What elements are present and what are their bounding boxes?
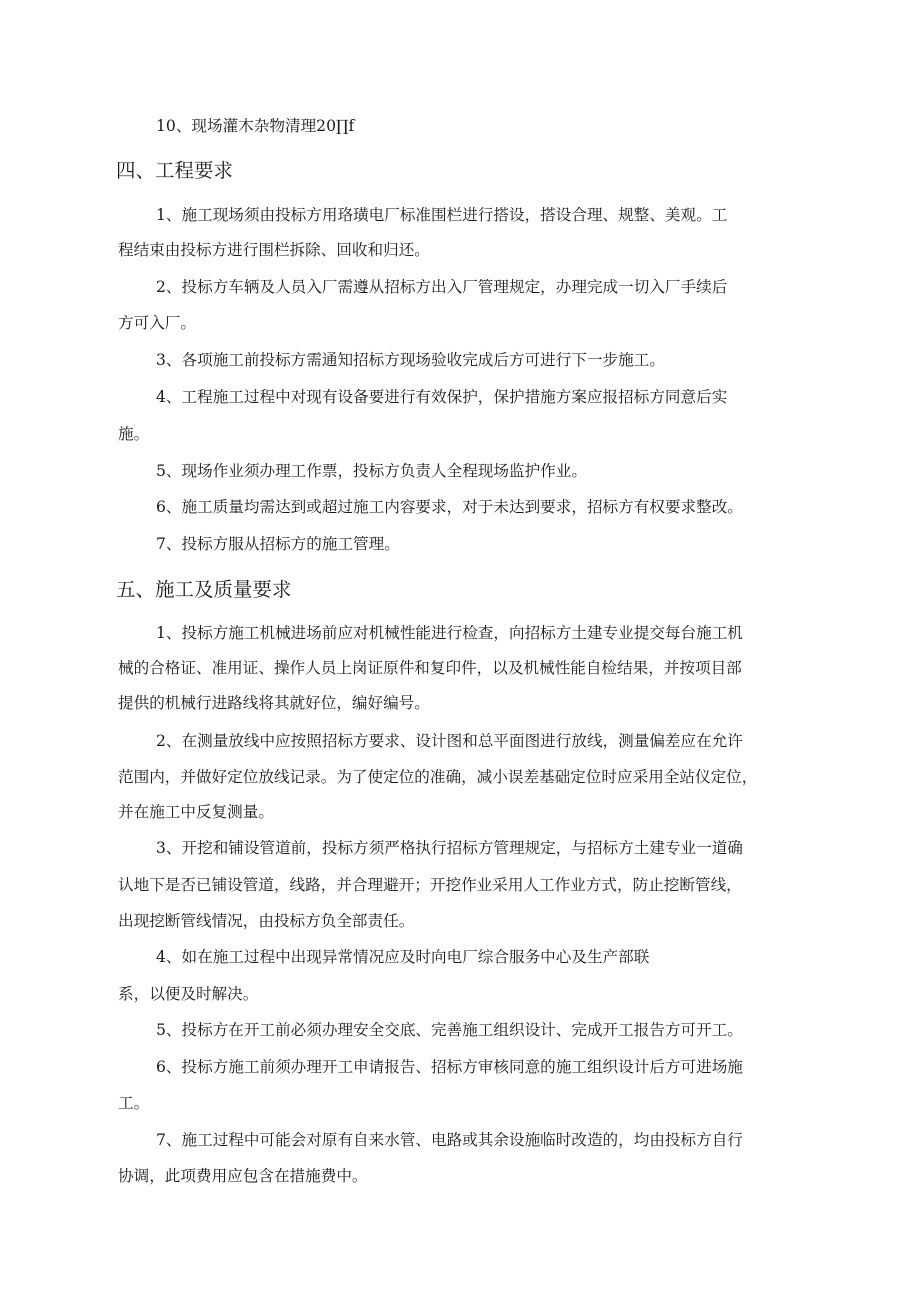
section-4-item-7-line-1: 7、投标方服从招标方的施工管理。 (156, 535, 400, 553)
section-5-item-2-line-3: 并在施工中反复测量。 (118, 803, 274, 821)
section-5-item-1-line-2: 械的合格证、准用证、操作人员上岗证原件和复印件，以及机械性能自检结果，并按项目部 (118, 659, 742, 677)
section-5-item-4-line-2: 系，以便及时解决。 (118, 985, 259, 1003)
section-5-item-4-line-1: 4、如在施工过程中出现异常情况应及时向电厂综合服务中心及生产部联 (156, 948, 650, 966)
section-4-item-5-line-1: 5、现场作业须办理工作票，投标方负责人全程现场监护作业。 (156, 462, 587, 480)
section-5-item-7-line-1: 7、施工过程中可能会对原有自来水管、电路或其余设施临时改造的，均由投标方自行 (156, 1131, 743, 1149)
section-4-item-1-line-2: 程结束由投标方进行围栏拆除、回收和归还。 (118, 241, 430, 259)
section-5-item-3-line-3: 出现挖断管线情况，由投标方负全部责任。 (118, 912, 415, 930)
section-4-item-2-line-2: 方可入厂。 (118, 314, 196, 332)
section-4-item-4-line-2: 施。 (118, 425, 150, 443)
section-4-item-2-line-1: 2、投标方车辆及人员入厂需遵从招标方出入厂管理规定，办理完成一切入厂手续后 (156, 278, 728, 296)
section-5-item-1-line-3: 提供的机械行进路线将其就好位，编好编号。 (118, 694, 430, 712)
section-5-item-7-line-2: 协调，此项费用应包含在措施费中。 (118, 1167, 368, 1185)
section-4-item-1-line-1: 1、施工现场须由投标方用珞璜电厂标准围栏进行搭设，搭设合理、规整、美观。工 (156, 206, 728, 224)
section-5-item-6-line-1: 6、投标方施工前须办理开工申请报告、招标方审核同意的施工组织设计后方可进场施 (156, 1058, 743, 1076)
section-5-item-2-line-1: 2、在测量放线中应按照招标方要求、设计图和总平面图进行放线，测量偏差应在允许 (156, 732, 743, 750)
section-5-item-3-line-2: 认地下是否已铺设管道，线路，并合理避开；开挖作业采用人工作业方式，防止挖断管线， (118, 876, 742, 894)
section-4-item-6-line-1: 6、施工质量均需达到或超过施工内容要求，对于未达到要求，招标方有权要求整改。 (156, 498, 743, 516)
section-5-item-3-line-1: 3、开挖和铺设管道前，投标方须严格执行招标方管理规定，与招标方土建专业一道确 (156, 839, 743, 857)
section-5-item-6-line-2: 工。 (118, 1094, 150, 1112)
section-5-heading: 五、施工及质量要求 (116, 578, 292, 601)
section-5-item-2-line-2: 范围内，并做好定位放线记录。为了使定位的准确，减小误差基础定位时应采用全站仪定位， (118, 768, 758, 786)
section-4-item-4-line-1: 4、工程施工过程中对现有设备要进行有效保护，保护措施方案应报招标方同意后实 (156, 388, 728, 406)
section-4-heading: 四、工程要求 (116, 159, 234, 182)
intro-item: 10、现场灌木杂物清理20∏f (156, 117, 355, 135)
section-4-item-3-line-1: 3、各项施工前投标方需通知招标方现场验收完成后方可进行下一步施工。 (156, 351, 665, 369)
section-5-item-1-line-1: 1、投标方施工机械进场前应对机械性能进行检查，向招标方土建专业提交每台施工机 (156, 624, 743, 642)
section-5-item-5-line-1: 5、投标方在开工前必须办理安全交底、完善施工组织设计、完成开工报告方可开工。 (156, 1021, 743, 1039)
